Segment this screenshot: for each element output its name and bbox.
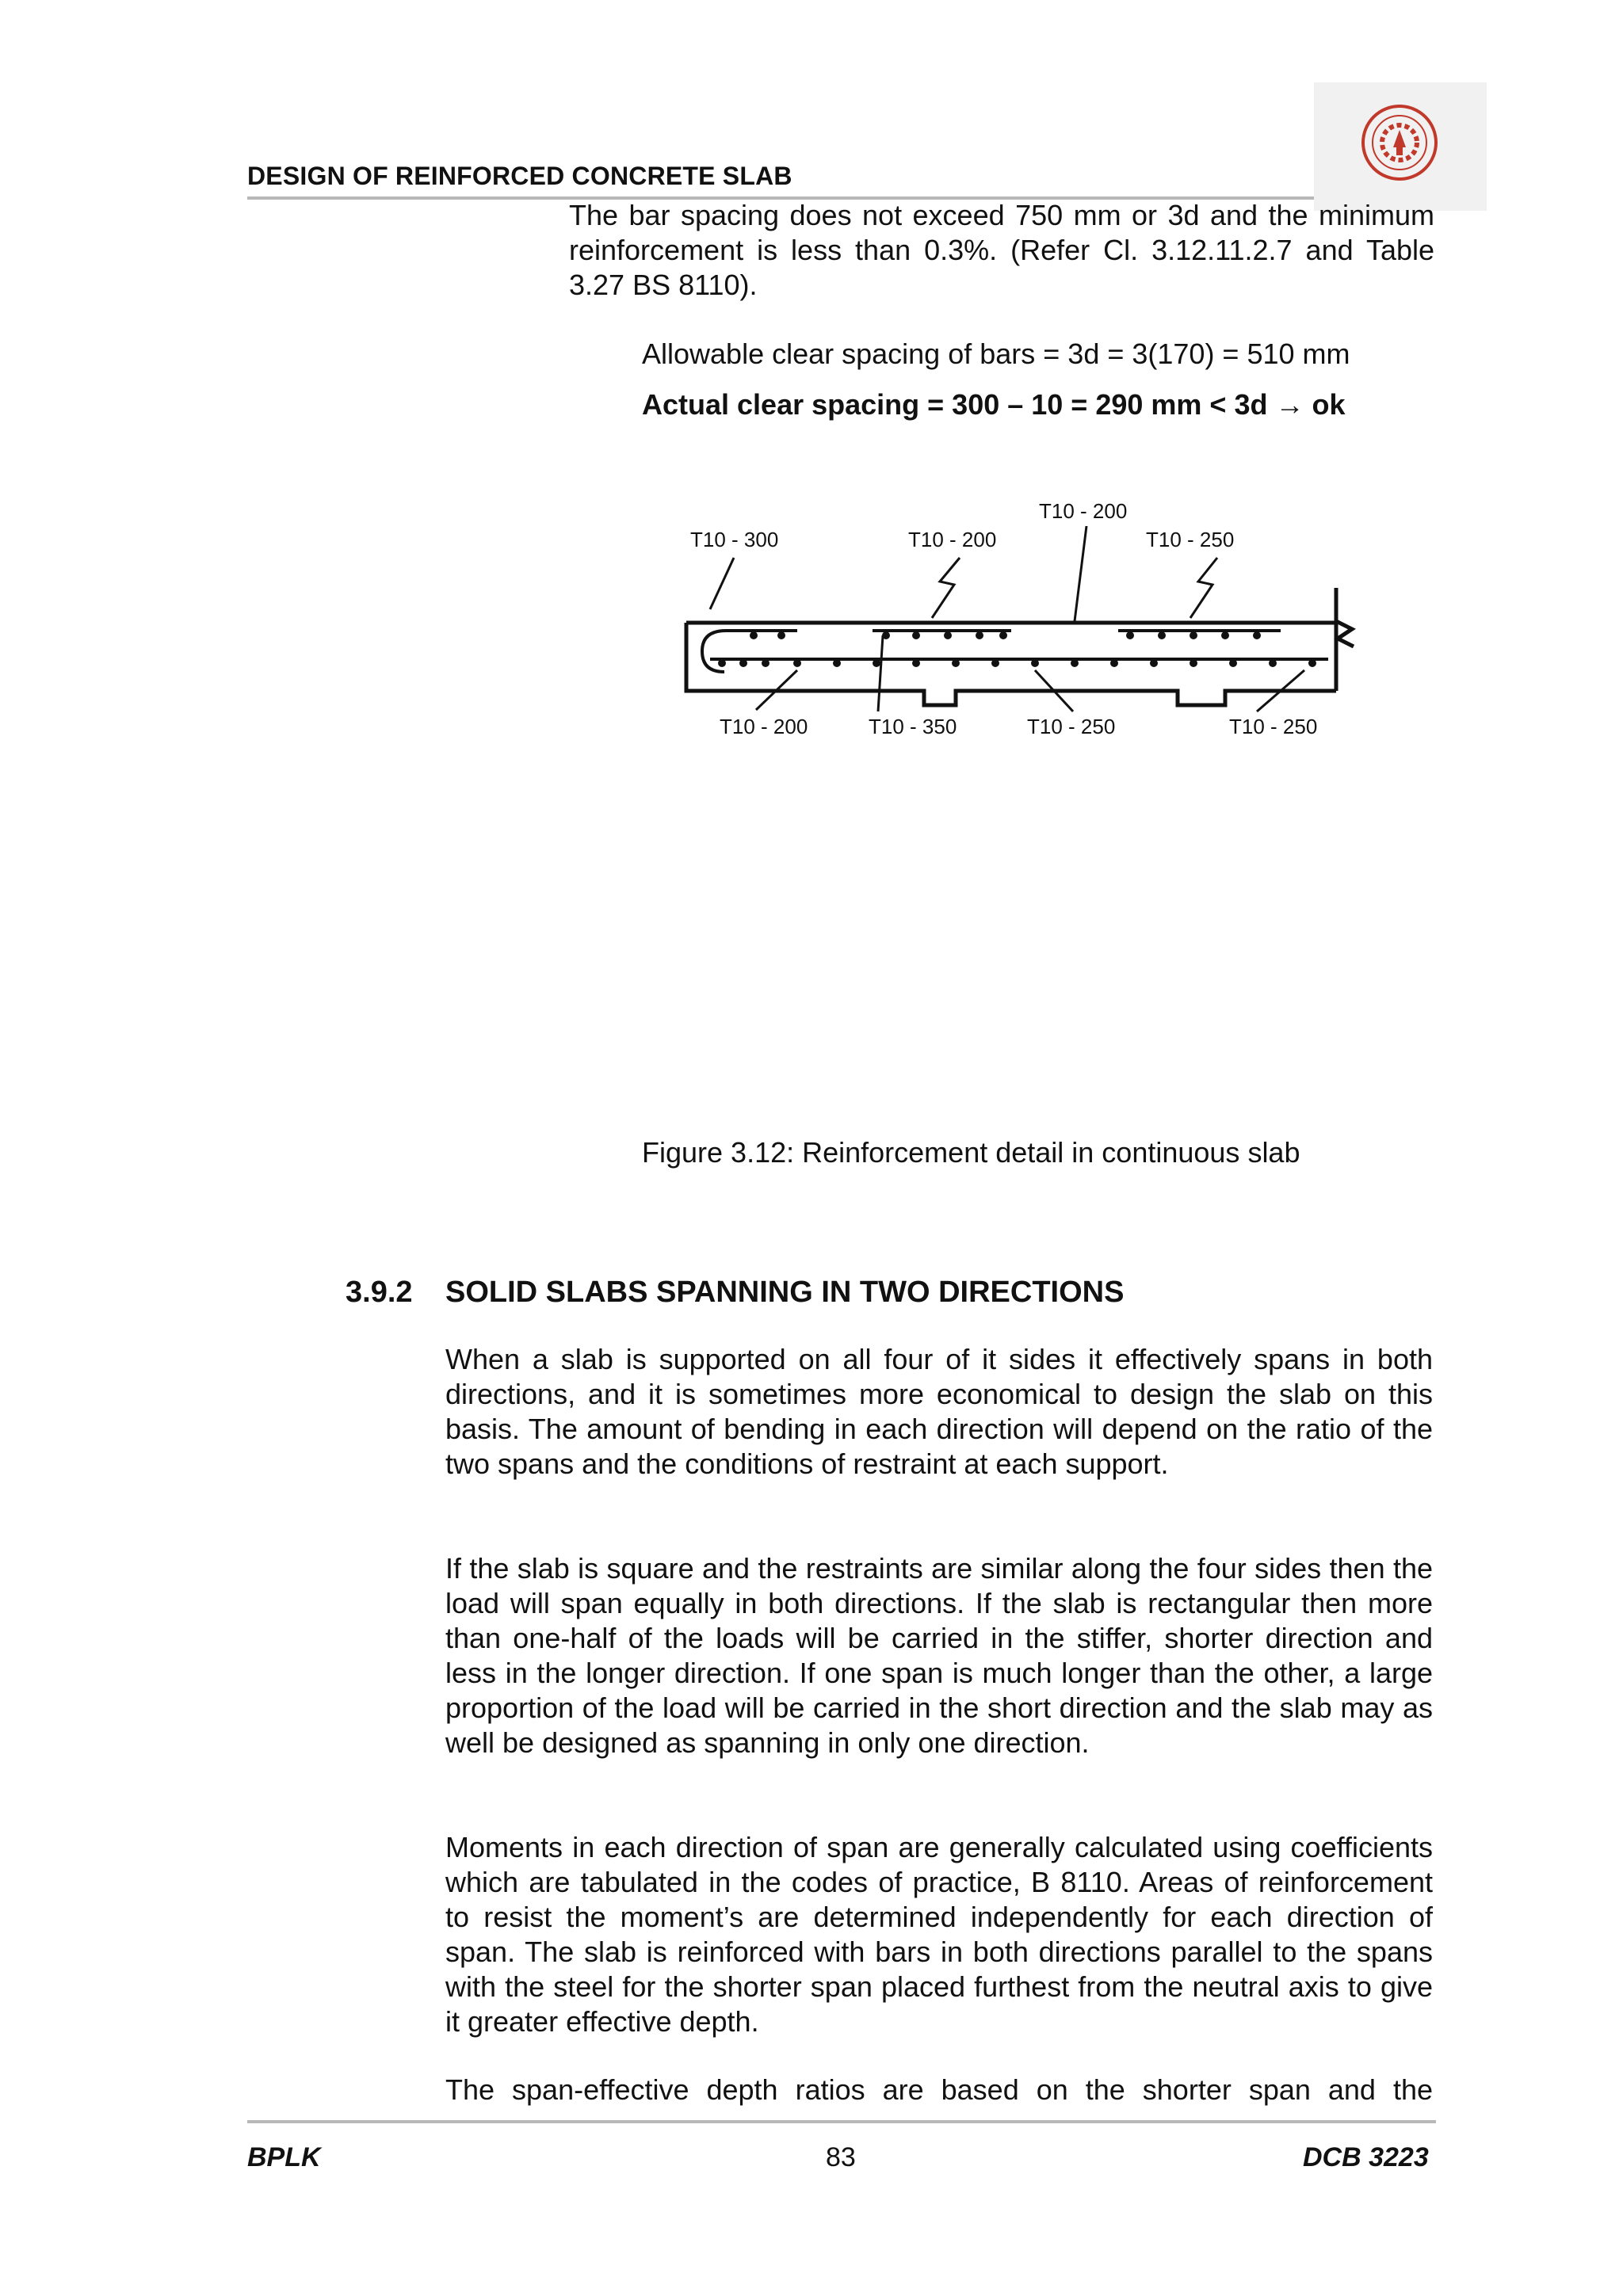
institution-logo [1314, 82, 1487, 211]
footer-left: BPLK [247, 2142, 321, 2172]
label-bottom-4: T10 - 250 [1229, 715, 1318, 738]
reinforcement-diagram [678, 502, 1368, 756]
slab-outline [686, 588, 1354, 705]
section-number: 3.9.2 [346, 1276, 413, 1309]
section-paragraph: The span-effective depth ratios are based on the shorter span and the [445, 2073, 1433, 2106]
label-top-4: T10 - 250 [1146, 528, 1235, 551]
label-bottom-3: T10 - 250 [1027, 715, 1116, 738]
figure-caption: Figure 3.12: Reinforcement detail in continuous slab [642, 1136, 1300, 1169]
actual-spacing-calc: Actual clear spacing = 300 – 10 = 290 mm < 3d → ok [642, 388, 1346, 421]
section-title: SOLID SLABS SPANNING IN TWO DIRECTIONS [445, 1276, 1125, 1309]
leader-lines [710, 526, 1304, 711]
label-top-2: T10 - 200 [908, 528, 997, 551]
reinforcement-figure [678, 502, 1368, 760]
section-paragraph: If the slab is square and the restraints are similar along the four sides then the load will span equally in both directions. If the slab is rectangular then more than one-half of the loads will be carried in the stiffer, shorter direction and less in the longer direction. If one span is much longer than the other, a large proportion of the load will be carried in the short direction and the slab may as well be designed as spanning in only one direction. [445, 1552, 1433, 1759]
section-paragraph: When a slab is supported on all four of it sides it effectively spans in both directions, and it is sometimes more economical to design the slab on this basis. The amount of bending in each direction will depend on the ratio of the two spans and the conditions of restraint at each support. [445, 1343, 1433, 1480]
section-paragraph: Moments in each direction of span are generally calculated using coefficients which are tabulated in the codes of practice, B 8110. Areas of reinforcement to resist the moment’s are determined independently for each direction of span. The slab is reinforced with bars in both directions parallel to the spans with the steel for the shorter span placed furthest from the neutral axis to give it greater effective depth. [445, 1831, 1433, 2038]
page-number: 83 [826, 2142, 856, 2172]
seal-icon [1360, 103, 1439, 182]
label-bottom-1: T10 - 200 [720, 715, 808, 738]
label-top-3: T10 - 200 [1039, 502, 1128, 523]
footer-right: DCB 3223 [1303, 2142, 1429, 2172]
allowable-spacing-calc: Allowable clear spacing of bars = 3d = 3(170) = 510 mm [642, 338, 1350, 370]
intro-paragraph: The bar spacing does not exceed 750 mm or 3d and the minimum reinforcement is less than 0.3%. (Refer Cl. 3.12.11.2.7 and Table 3.27 BS 8110). [569, 199, 1434, 301]
label-bottom-2: T10 - 350 [869, 715, 957, 738]
footer-rule [247, 2120, 1436, 2123]
label-top-1: T10 - 300 [690, 528, 779, 551]
header-title: DESIGN OF REINFORCED CONCRETE SLAB [247, 162, 792, 190]
bar-dots [718, 631, 1316, 667]
